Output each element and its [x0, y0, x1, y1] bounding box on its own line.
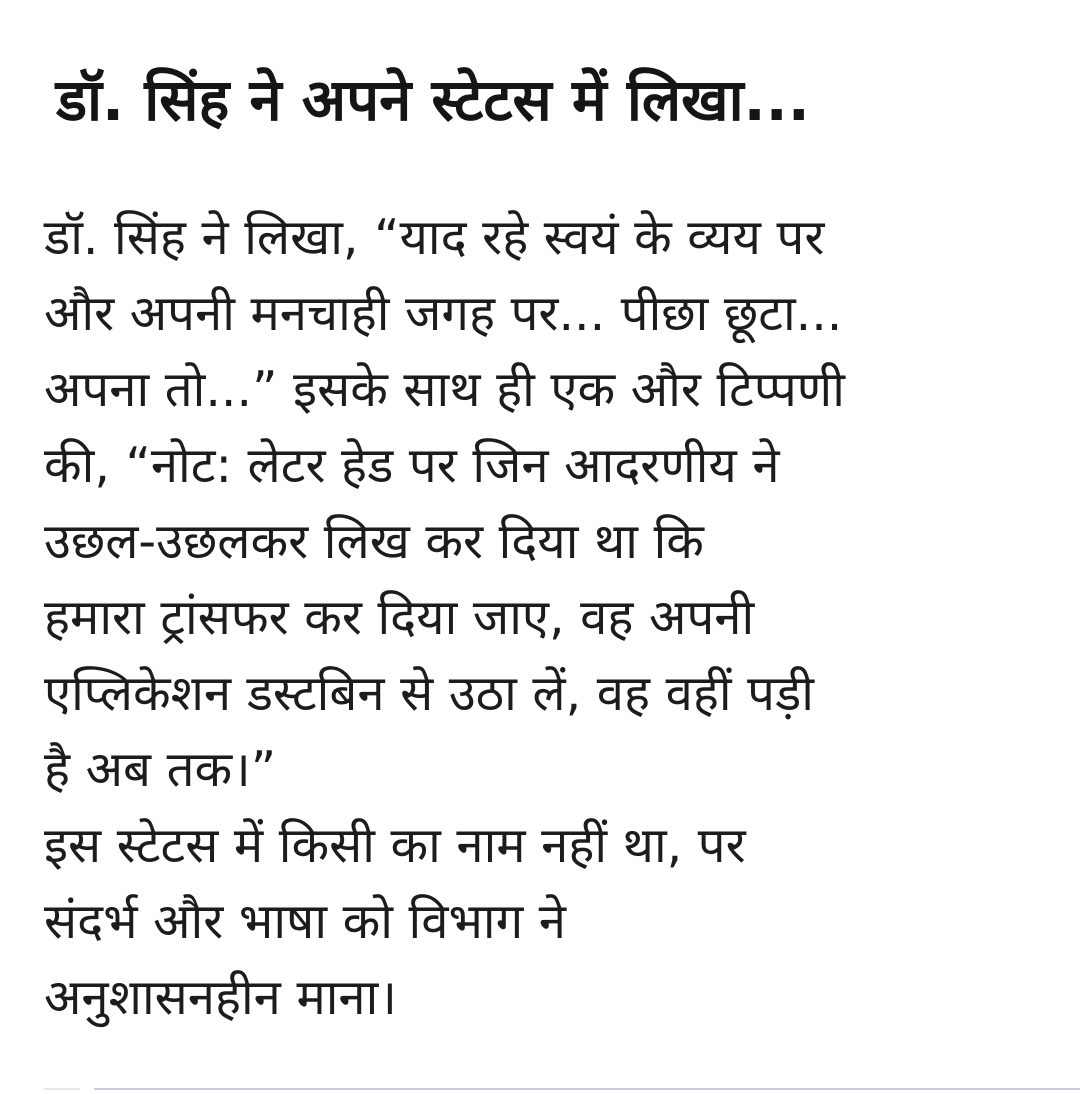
- body-line: अपना तो...” इसके साथ ही एक और टिप्पणी: [44, 361, 845, 418]
- body-line: उछल-उछलकर लिख कर दिया था कि: [44, 513, 704, 570]
- body-line: डॉ. सिंह ने लिखा, “याद रहे स्वयं के व्यय पर: [44, 209, 825, 266]
- body-line: की, “नोट: लेटर हेड पर जिन आदरणीय ने: [44, 437, 780, 494]
- section-divider: [94, 1088, 1080, 1090]
- body-line: इस स्टेटस में किसी का नाम नहीं था, पर: [44, 817, 746, 874]
- divider-accent: [44, 1088, 80, 1090]
- article-headline: डॉ. सिंह ने अपने स्टेटस में लिखा...: [56, 66, 810, 134]
- body-line: अनुशासनहीन माना।: [44, 969, 397, 1026]
- body-line: एप्लिकेशन डस्टबिन से उठा लें, वह वहीं पड़ी: [44, 665, 814, 722]
- body-line: हमारा ट्रांसफर कर दिया जाए, वह अपनी: [44, 589, 755, 646]
- body-line: और अपनी मनचाही जगह पर... पीछा छूटा...: [44, 285, 843, 342]
- body-line: संदर्भ और भाषा को विभाग ने: [44, 893, 566, 950]
- article-body: [44, 200, 1054, 1036]
- body-line: है अब तक।”: [44, 741, 277, 798]
